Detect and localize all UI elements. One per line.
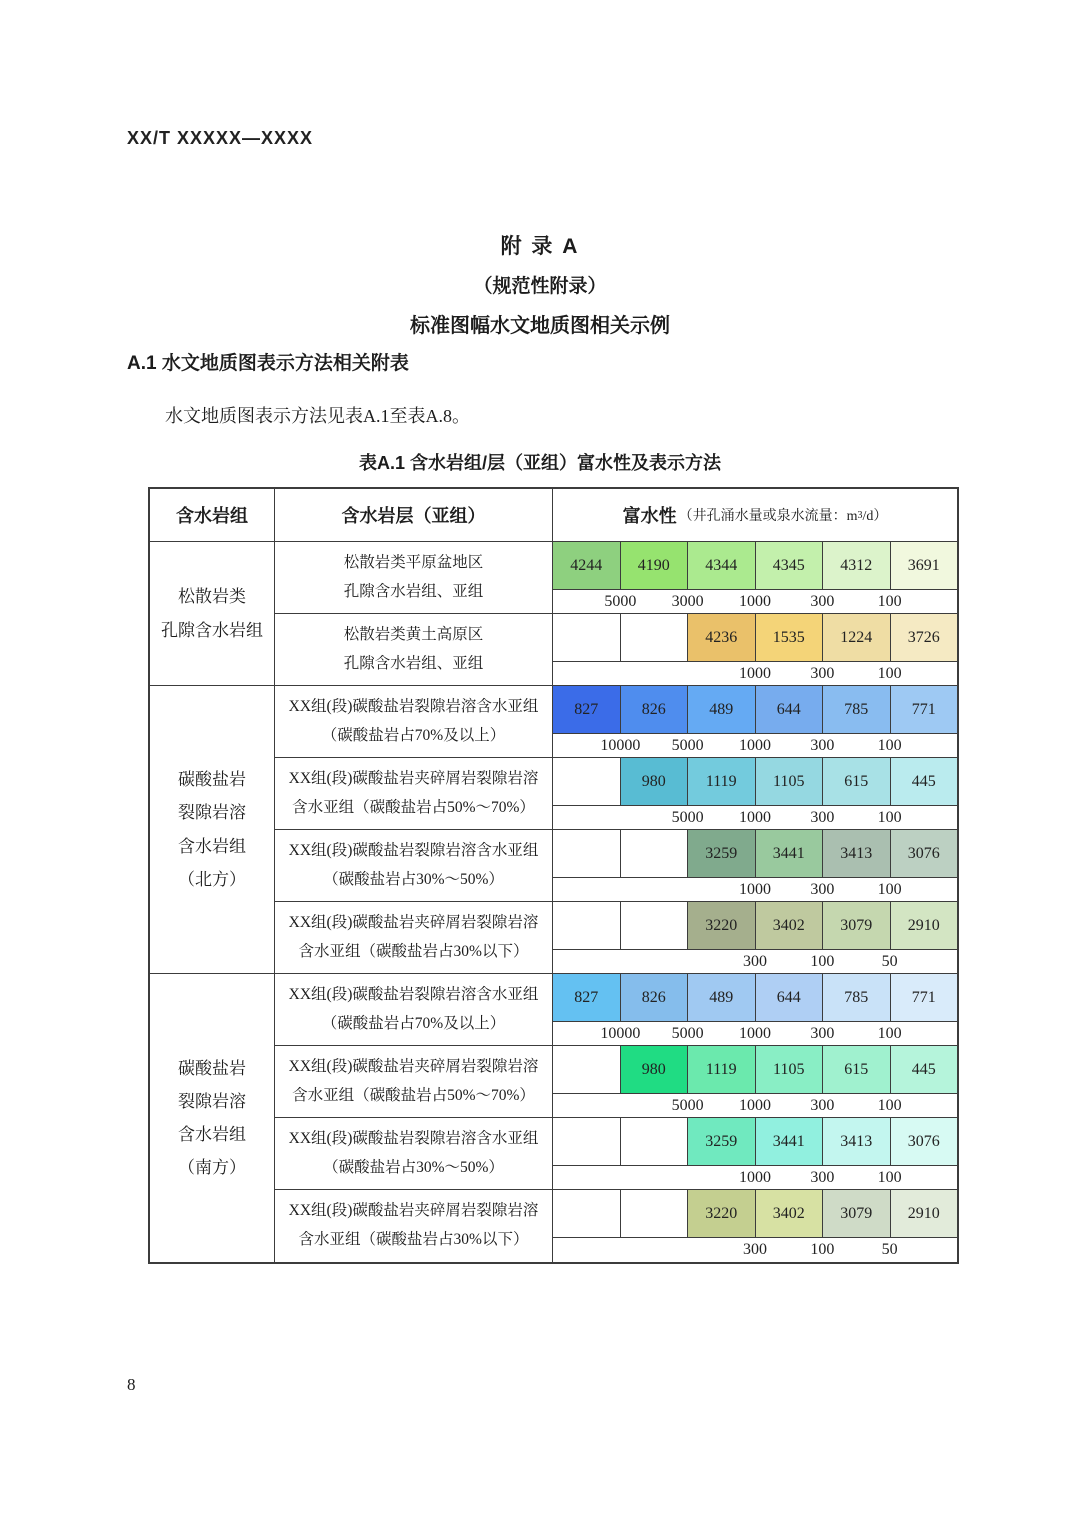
header-water-richness-paren-pre: （井孔涌水量或泉水流量：m (678, 509, 858, 524)
row-label-line: 含水亚组（碳酸盐岩占50%～70%） (292, 798, 535, 816)
row-label-line: （碳酸盐岩占70%及以上） (321, 1014, 506, 1032)
color-value-cell: 4344 (688, 542, 756, 589)
scale-label: 300 (743, 952, 767, 970)
empty-cell (553, 1190, 621, 1237)
color-value-cell: 3441 (756, 1118, 824, 1165)
color-value-cell: 3079 (823, 902, 891, 949)
color-band (553, 542, 957, 590)
color-value-cell: 980 (621, 1046, 689, 1093)
scale-label: 300 (810, 808, 835, 826)
group-cell (150, 542, 274, 686)
scale-label: 1000 (739, 1024, 771, 1042)
scale-label: 1000 (739, 736, 771, 754)
row-label (275, 614, 553, 685)
scale-label: 100 (877, 1096, 902, 1114)
empty-cell (621, 614, 689, 661)
scale-label: 1000 (739, 1096, 771, 1114)
scale-label: 10000 (600, 1024, 641, 1042)
group-label-line: 含水岩组 (178, 1125, 246, 1144)
color-band (553, 830, 957, 878)
row-label-line: （碳酸盐岩占30%～50%） (323, 1158, 504, 1176)
row-label-line: 含水亚组（碳酸盐岩占30%以下） (298, 942, 529, 960)
row-label-line: XX组(段)碳酸盐岩夹碎屑岩裂隙岩溶 (288, 769, 539, 787)
color-value-cell: 826 (621, 974, 689, 1021)
empty-cell (553, 614, 621, 661)
table-row (275, 902, 957, 974)
appendix-title-block (0, 230, 1080, 338)
table-row (275, 1046, 957, 1118)
color-band (553, 614, 957, 662)
water-richness-table (148, 487, 959, 1264)
group-label-line: 裂隙岩溶 (178, 1091, 246, 1111)
scale-label: 300 (810, 1024, 835, 1042)
color-value-cell: 980 (621, 758, 689, 805)
scale-label: 1000 (739, 592, 771, 610)
row-label-line: （碳酸盐岩占70%及以上） (321, 726, 506, 744)
row-label-line: （碳酸盐岩占30%～50%） (323, 870, 504, 888)
empty-cell (553, 1046, 621, 1093)
aquifer-group-column (150, 542, 275, 1262)
appendix-title: 附 录 A (500, 235, 580, 258)
color-value-cell: 771 (891, 686, 958, 733)
row-label (275, 1118, 553, 1189)
row-label-line: 孔隙含水岩组、亚组 (343, 654, 484, 672)
group-cell (150, 974, 274, 1262)
scale-label: 50 (881, 1240, 898, 1258)
color-value-cell: 489 (688, 686, 756, 733)
color-band (553, 1046, 957, 1094)
row-label (275, 974, 553, 1045)
row-label-line: XX组(段)碳酸盐岩裂隙岩溶含水亚组 (288, 1129, 539, 1147)
color-value-cell: 3402 (756, 1190, 824, 1237)
scale-label: 3000 (671, 592, 704, 610)
color-value-cell: 1105 (756, 758, 824, 805)
color-value-cell: 2910 (891, 1190, 958, 1237)
scale-label: 100 (877, 1024, 902, 1042)
color-value-cell: 445 (891, 758, 958, 805)
color-value-cell: 3259 (688, 830, 756, 877)
color-value-cell: 3079 (823, 1190, 891, 1237)
scale-label: 100 (877, 880, 902, 898)
color-value-cell: 615 (823, 758, 891, 805)
table-row (275, 686, 957, 758)
scale-strip (553, 806, 957, 829)
row-label-line: 松散岩类黄土高原区 (343, 625, 484, 643)
color-value-cell: 785 (823, 974, 891, 1021)
color-band (553, 902, 957, 950)
scale-label: 5000 (671, 1096, 704, 1114)
scale-strip (553, 1238, 957, 1261)
scale-label: 100 (877, 808, 902, 826)
scale-strip (553, 734, 957, 757)
color-value-cell: 1119 (688, 1046, 756, 1093)
group-label-line: 裂隙岩溶 (178, 803, 246, 823)
scale-label: 5000 (671, 1024, 704, 1042)
scale-label: 300 (743, 1240, 767, 1258)
row-label (275, 902, 553, 973)
row-label-line: 孔隙含水岩组、亚组 (343, 582, 484, 600)
color-value-cell: 3726 (891, 614, 958, 661)
scale-label: 300 (810, 1168, 835, 1186)
color-value-cell: 771 (891, 974, 958, 1021)
table-header-row (150, 489, 957, 542)
group-label-line: 松散岩类 (178, 587, 246, 607)
empty-cell (621, 1118, 689, 1165)
group-label-line: 碳酸盐岩 (178, 1058, 246, 1078)
scale-label: 10000 (600, 736, 641, 754)
row-label (275, 830, 553, 901)
row-label-line: XX组(段)碳酸盐岩夹碎屑岩裂隙岩溶 (288, 1057, 539, 1075)
color-value-cell: 3076 (891, 830, 958, 877)
color-value-cell: 3220 (688, 902, 756, 949)
color-value-cell: 615 (823, 1046, 891, 1093)
header-water-richness (553, 489, 957, 541)
empty-cell (621, 1190, 689, 1237)
row-label (275, 758, 553, 829)
color-value-cell: 3691 (891, 542, 958, 589)
row-label (275, 542, 553, 613)
scale-label: 100 (877, 736, 902, 754)
group-label-line: 碳酸盐岩 (178, 770, 246, 790)
scale-label: 5000 (604, 592, 637, 610)
appendix-normative-note: （规范性附录） (473, 276, 607, 297)
header-aquifer-layer: 含水岩层（亚组） (275, 489, 553, 541)
color-value-cell: 4236 (688, 614, 756, 661)
page-number: 8 (127, 1375, 136, 1394)
header-aquifer-group: 含水岩组 (150, 489, 275, 541)
table-row (275, 758, 957, 830)
group-label-line: （北方） (178, 869, 246, 889)
scale-label: 100 (877, 592, 902, 610)
table-row (275, 974, 957, 1046)
header-water-richness-paren-post: /d） (862, 509, 888, 524)
color-value-cell: 4190 (621, 542, 689, 589)
scale-label: 100 (810, 1240, 835, 1258)
scale-strip (553, 878, 957, 901)
body-paragraph: 水文地质图表示方法见表A.1至表A.8。 (165, 406, 470, 426)
table-caption: 表A.1 含水岩组/层（亚组）富水性及表示方法 (358, 453, 721, 473)
row-label-line: XX组(段)碳酸盐岩夹碎屑岩裂隙岩溶 (288, 913, 539, 931)
color-value-cell: 785 (823, 686, 891, 733)
empty-cell (621, 902, 689, 949)
scale-label: 1000 (739, 664, 771, 682)
color-value-cell: 3259 (688, 1118, 756, 1165)
color-value-cell: 827 (553, 974, 621, 1021)
table-rows (275, 542, 957, 1262)
color-value-cell: 1224 (823, 614, 891, 661)
color-value-cell: 4312 (823, 542, 891, 589)
group-label-line: 含水岩组 (178, 836, 246, 856)
row-label (275, 1190, 553, 1262)
table-row (275, 1118, 957, 1190)
scale-strip (553, 950, 957, 973)
row-label-line: XX组(段)碳酸盐岩裂隙岩溶含水亚组 (288, 985, 539, 1003)
color-band (553, 1118, 957, 1166)
scale-strip (553, 1022, 957, 1045)
row-label (275, 1046, 553, 1117)
scale-label: 5000 (671, 808, 704, 826)
color-value-cell: 3441 (756, 830, 824, 877)
color-value-cell: 3402 (756, 902, 824, 949)
color-value-cell: 3220 (688, 1190, 756, 1237)
color-band (553, 686, 957, 734)
scale-strip (553, 590, 957, 613)
empty-cell (553, 902, 621, 949)
row-label-line: XX组(段)碳酸盐岩裂隙岩溶含水亚组 (288, 841, 539, 859)
table-row (275, 542, 957, 614)
group-cell (150, 686, 274, 974)
color-value-cell: 1105 (756, 1046, 824, 1093)
group-label-line: （南方） (178, 1158, 246, 1178)
scale-label: 100 (877, 664, 902, 682)
scale-label: 100 (877, 1168, 902, 1186)
scale-label: 300 (810, 880, 835, 898)
color-value-cell: 1535 (756, 614, 824, 661)
color-value-cell: 644 (756, 974, 824, 1021)
color-band (553, 974, 957, 1022)
empty-cell (553, 758, 621, 805)
color-value-cell: 2910 (891, 902, 958, 949)
table-row (275, 1190, 957, 1262)
appendix-subtitle: 标准图幅水文地质图相关示例 (410, 315, 670, 337)
header-unit-superscript: 3 (857, 509, 863, 521)
empty-cell (553, 830, 621, 877)
color-value-cell: 644 (756, 686, 824, 733)
color-value-cell: 4345 (756, 542, 824, 589)
table-row (275, 830, 957, 902)
scale-label: 1000 (739, 880, 771, 898)
color-value-cell: 827 (553, 686, 621, 733)
document-code: XX/T XXXXX—XXXX (127, 128, 314, 148)
scale-label: 300 (810, 736, 835, 754)
row-label (275, 686, 553, 757)
color-value-cell: 1119 (688, 758, 756, 805)
header-water-richness-main: 富水性 (622, 506, 677, 526)
row-label-line: 松散岩类平原盆地区 (343, 553, 484, 571)
scale-strip (553, 662, 957, 685)
row-label-line: XX组(段)碳酸盐岩裂隙岩溶含水亚组 (288, 697, 539, 715)
scale-strip (553, 1094, 957, 1117)
scale-label: 5000 (671, 736, 704, 754)
color-band (553, 1190, 957, 1238)
empty-cell (621, 830, 689, 877)
scale-label: 100 (810, 952, 835, 970)
section-heading: A.1 水文地质图表示方法相关附表 (127, 353, 409, 374)
scale-strip (553, 1166, 957, 1189)
scale-label: 300 (810, 1096, 835, 1114)
color-value-cell: 3413 (823, 830, 891, 877)
row-label-line: 含水亚组（碳酸盐岩占50%～70%） (292, 1086, 535, 1104)
color-value-cell: 3076 (891, 1118, 958, 1165)
scale-label: 300 (810, 592, 835, 610)
color-value-cell: 3413 (823, 1118, 891, 1165)
scale-label: 50 (881, 952, 898, 970)
color-value-cell: 445 (891, 1046, 958, 1093)
row-label-line: 含水亚组（碳酸盐岩占30%以下） (298, 1231, 529, 1248)
color-band (553, 758, 957, 806)
scale-label: 1000 (739, 1168, 771, 1186)
empty-cell (553, 1118, 621, 1165)
color-value-cell: 826 (621, 686, 689, 733)
scale-label: 300 (810, 664, 835, 682)
row-label-line: XX组(段)碳酸盐岩夹碎屑岩裂隙岩溶 (288, 1202, 539, 1220)
group-label-line: 孔隙含水岩组 (161, 620, 263, 640)
table-row (275, 614, 957, 686)
scale-label: 1000 (739, 808, 771, 826)
color-value-cell: 4244 (553, 542, 621, 589)
color-value-cell: 489 (688, 974, 756, 1021)
